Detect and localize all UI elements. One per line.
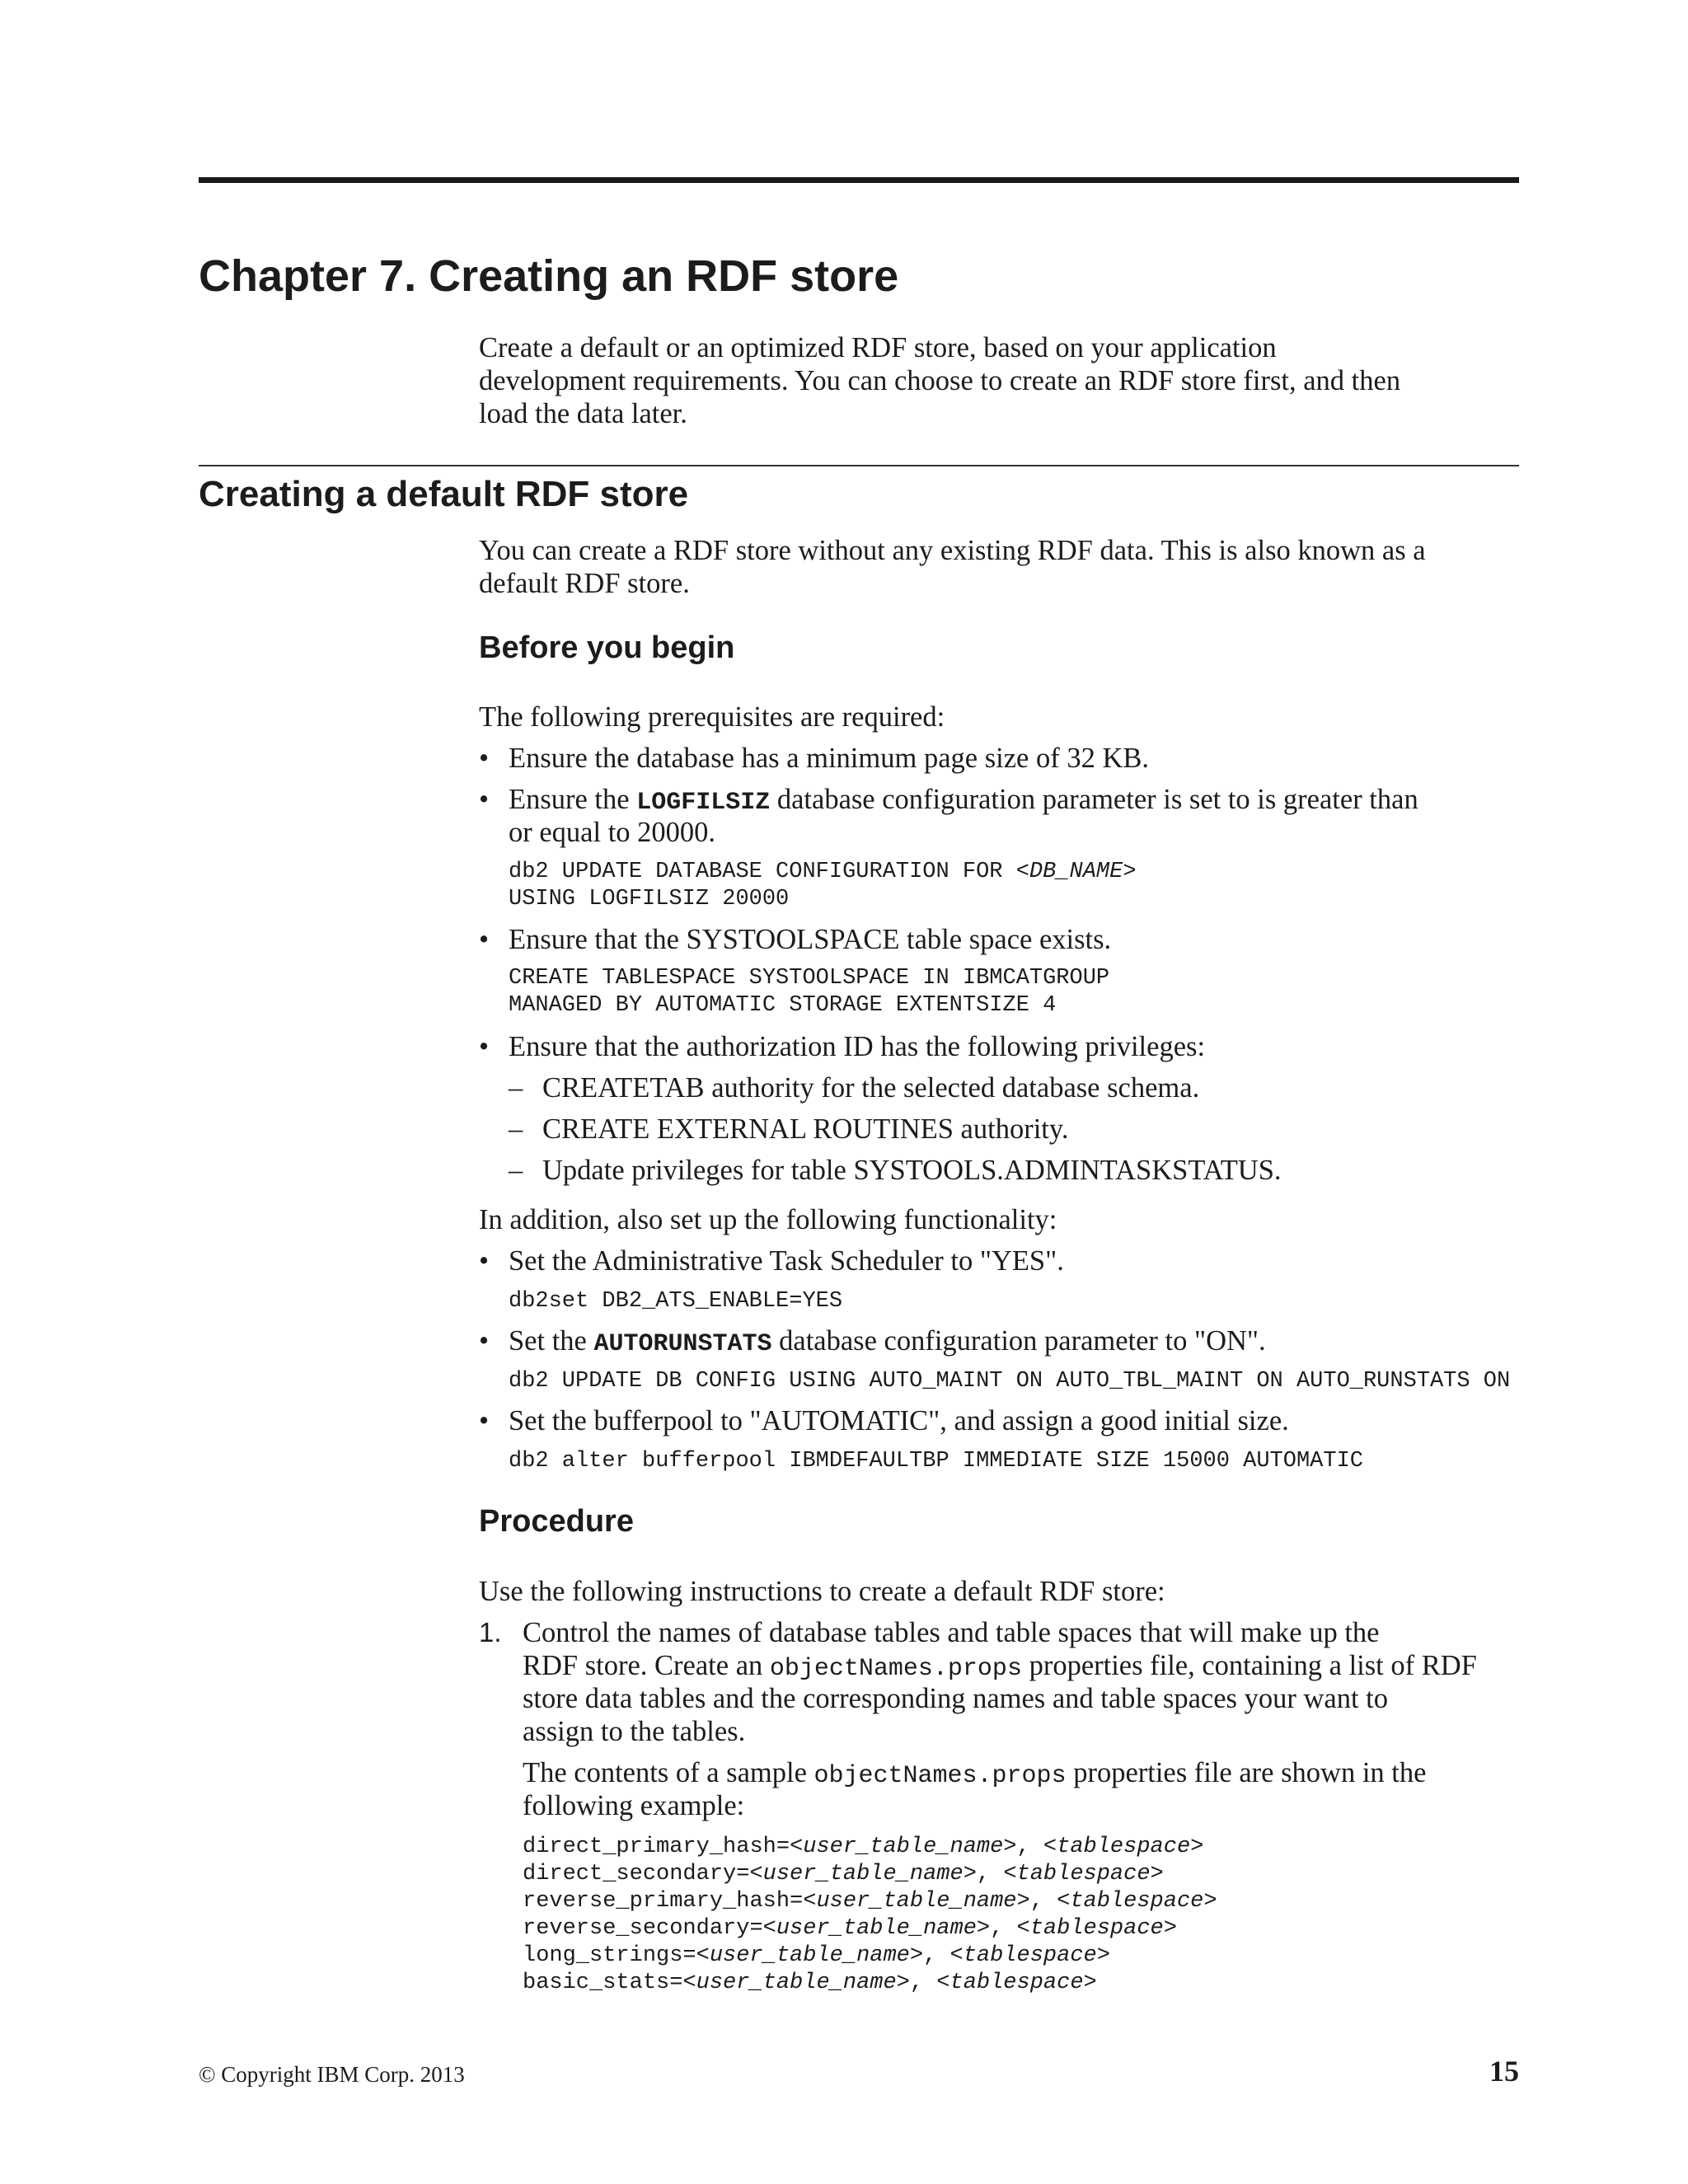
section-title: Creating a default RDF store [199, 474, 689, 514]
code-logfilsiz-line-2: USING LOGFILSIZ 20000 [509, 887, 790, 912]
bullet-glyph: • [479, 784, 490, 815]
props-line: reverse_primary_hash=<user_table_name>, <tablespace> [523, 1889, 1217, 1914]
bullet-text: Ensure the LOGFILSIZ database configuration parameter is set to is greater than [509, 784, 1418, 817]
prereq-lead: The following prerequisites are required: [479, 701, 945, 733]
props-line: direct_secondary=<user_table_name>, <tablespace> [523, 1862, 1164, 1886]
code-bufferpool: db2 alter bufferpool IBMDEFAULTBP IMMEDIATE SIZE 15000 AUTOMATIC [509, 1449, 1363, 1474]
top-rule [199, 177, 1519, 183]
props-line: direct_primary_hash=<user_table_name>, <tablespace> [523, 1835, 1204, 1859]
props-line: reverse_secondary=<user_table_name>, <tablespace> [523, 1916, 1177, 1941]
bullet-glyph: • [479, 1405, 490, 1436]
bullet-text: Ensure that the authorization ID has the following privileges: [509, 1031, 1206, 1062]
step-number: 1. [479, 1617, 502, 1647]
step-1-line-3: store data tables and the corresponding names and table spaces your want to [523, 1683, 1388, 1714]
objectnames-file: objectNames.props [814, 1762, 1067, 1790]
copyright: © Copyright IBM Corp. 2013 [199, 2062, 465, 2087]
code-tablespace-line-2: MANAGED BY AUTOMATIC STORAGE EXTENTSIZE 4 [509, 993, 1057, 1018]
code-ats-enable: db2set DB2_ATS_ENABLE=YES [509, 1289, 843, 1314]
bullet-logfilsiz-line-2: or equal to 20000. [509, 817, 716, 848]
page-number: 15 [1489, 2055, 1519, 2088]
section-rule [199, 465, 1519, 466]
autorunstats-keyword: AUTORUNSTATS [593, 1330, 772, 1358]
bullet-text: Ensure that the SYSTOOLSPACE table space exists. [509, 924, 1112, 955]
props-line: long_strings=<user_table_name>, <tablespace> [523, 1943, 1110, 1968]
procedure-heading: Procedure [479, 1504, 634, 1539]
additional-lead: In addition, also set up the following functionality: [479, 1204, 1057, 1235]
bullet-glyph: • [479, 1245, 490, 1277]
db-name-placeholder: <DB_NAME> [1015, 860, 1137, 884]
code-tablespace-line-1: CREATE TABLESPACE SYSTOOLSPACE IN IBMCATGROUP [509, 966, 1110, 991]
step-1-line-4: assign to the tables. [523, 1716, 746, 1747]
chapter-intro-line-1: Create a default or an optimized RDF store, based on your application [479, 332, 1277, 363]
chapter-intro-line-3: load the data later. [479, 398, 687, 429]
bullet-glyph: • [479, 743, 490, 774]
step-1-line-2: RDF store. Create an objectNames.props properties file, containing a list of RDF [523, 1650, 1477, 1683]
step-text-line-1: Control the names of database tables and table spaces that will make up the [523, 1617, 1380, 1648]
bullet-glyph: • [479, 1325, 490, 1357]
chapter-title: Chapter 7. Creating an RDF store [199, 251, 899, 301]
bullet-text: Ensure the database has a minimum page size of 32 KB. [509, 743, 1149, 774]
bullet-glyph: • [479, 924, 490, 955]
bullet-text: Set the bufferpool to "AUTOMATIC", and assign a good initial size. [509, 1405, 1289, 1436]
example-intro-line-2: following example: [523, 1790, 745, 1821]
objectnames-file: objectNames.props [769, 1655, 1022, 1683]
code-logfilsiz-line-1: db2 UPDATE DATABASE CONFIGURATION FOR <DB_NAME> [509, 860, 1137, 884]
chapter-intro-line-2: development requirements. You can choose to create an RDF store first, and then [479, 365, 1401, 396]
logfilsiz-keyword: LOGFILSIZ [636, 789, 771, 817]
procedure-lead: Use the following instructions to create a default RDF store: [479, 1576, 1165, 1607]
bullet-text: Set the AUTORUNSTATS database configuration parameter to "ON". [509, 1325, 1266, 1358]
bullet-glyph: • [479, 1031, 490, 1062]
section-intro-line-1: You can create a RDF store without any existing RDF data. This is also known as a [479, 535, 1426, 566]
props-line: basic_stats=<user_table_name>, <tablespace> [523, 1971, 1097, 1995]
code-db-config: db2 UPDATE DB CONFIG USING AUTO_MAINT ON AUTO_TBL_MAINT ON AUTO_RUNSTATS ON [509, 1369, 1511, 1394]
before-you-begin-heading: Before you begin [479, 630, 735, 665]
section-intro-line-2: default RDF store. [479, 568, 690, 599]
example-intro-line-1: The contents of a sample objectNames.props properties file are shown in the [523, 1757, 1427, 1790]
bullet-text: Set the Administrative Task Scheduler to "YES". [509, 1245, 1064, 1277]
